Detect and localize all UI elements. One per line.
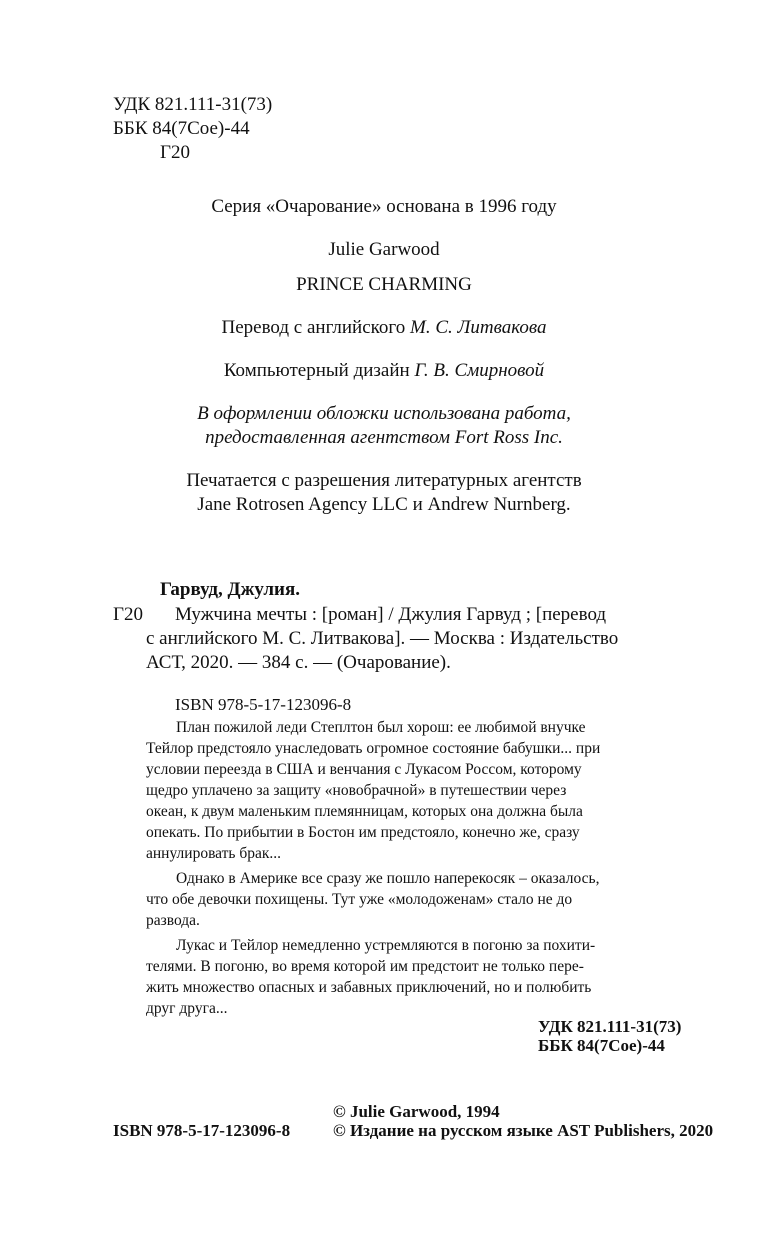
annotation-udk: УДК 821.111-31(73) <box>538 1017 682 1036</box>
annotation-line: телями. В погоню, во время которой им предстоит не только пере- <box>146 958 584 975</box>
cover-credit-line1: В оформлении обложки использована работа, <box>197 403 571 424</box>
design-label: Компьютерный дизайн <box>223 360 410 381</box>
permission-line2: Jane Rotrosen Agency LLC и Andrew Nurnberg. <box>197 494 571 515</box>
bib-mark: Г20 <box>113 604 143 625</box>
annotation-line: развода. <box>146 912 200 929</box>
series-line: Серия «Очарование» основана в 1996 году <box>211 196 557 217</box>
author-mark: Г20 <box>160 142 190 163</box>
designer-name: Г. В. Смирновой <box>414 360 545 381</box>
annotation-line: друг друга... <box>146 1000 228 1017</box>
annotation-bbk: ББК 84(7Сое)-44 <box>538 1036 665 1055</box>
bib-line2: с английского М. С. Литвакова]. — Москва : Издательство <box>146 628 619 649</box>
bib-line3: АСТ, 2020. — 384 с. — (Очарование). <box>146 652 451 673</box>
bib-isbn: ISBN 978-5-17-123096-8 <box>175 695 352 714</box>
copyright-author: © Julie Garwood, 1994 <box>333 1102 500 1121</box>
cover-credit-line2: предоставленная агентством Fort Ross Inc. <box>205 427 563 448</box>
original-title: PRINCE CHARMING <box>296 274 472 295</box>
original-author: Julie Garwood <box>328 239 440 260</box>
footer-isbn: ISBN 978-5-17-123096-8 <box>113 1121 291 1140</box>
annotation-line: аннулировать брак... <box>146 845 282 862</box>
translation-label: Перевод с английского <box>221 317 406 338</box>
annotation-line: Тейлор предстояло унаследовать огромное состояние бабушки... при <box>146 740 601 757</box>
permission-line1: Печатается с разрешения литературных агентств <box>186 470 582 491</box>
annotation-line: опекать. По прибытии в Бостон им предстояло, конечно же, сразу <box>146 824 580 841</box>
udk-code: УДК 821.111-31(73) <box>113 94 273 115</box>
annotation-line: океан, к двум маленьким племянницам, которых она должна была <box>146 803 583 820</box>
translator-name: М. С. Литвакова <box>410 317 547 338</box>
annotation-line: жить множество опасных и забавных приключений, но и полюбить <box>146 979 592 996</box>
annotation-line: План пожилой леди Степлтон был хорош: ее любимой внучке <box>176 719 586 736</box>
translation-line <box>0 317 768 339</box>
bib-line1: Мужчина мечты : [роман] / Джулия Гарвуд ; [перевод <box>175 604 607 625</box>
annotation-line: щедро уплачено за защиту «новобрачной» в путешествии через <box>146 782 567 799</box>
design-line <box>0 360 768 382</box>
annotation-line: Лукас и Тейлор немедленно устремляются в погоню за похити- <box>176 937 596 954</box>
bib-author-heading: Гарвуд, Джулия. <box>160 579 301 600</box>
copyright-edition: © Издание на русском языке AST Publishers, 2020 <box>333 1121 714 1140</box>
bbk-code: ББК 84(7Сое)-44 <box>113 118 250 139</box>
annotation-line: Однако в Америке все сразу же пошло наперекосяк – оказалось, <box>176 870 600 887</box>
annotation-line: что обе девочки похищены. Тут уже «молодоженам» стало не до <box>146 891 573 908</box>
annotation-line: условии переезда в США и венчания с Лукасом Россом, которому <box>146 761 582 778</box>
